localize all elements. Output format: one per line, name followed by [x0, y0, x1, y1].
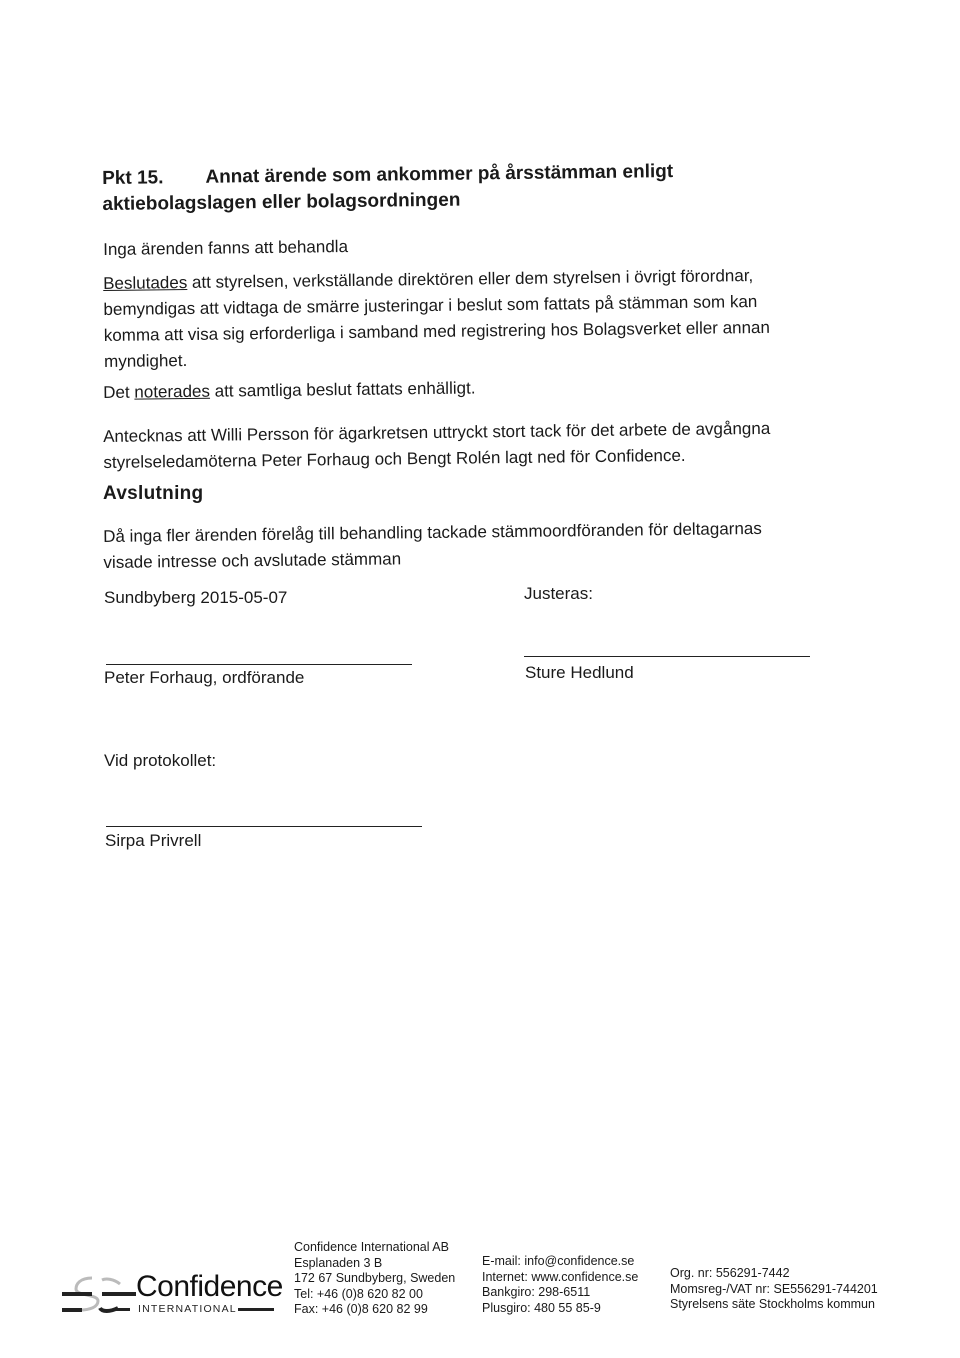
- closing-paragraph: [103, 515, 804, 576]
- street-address: Esplanaden 3 B: [294, 1255, 383, 1270]
- signature-line-chairman: [106, 664, 412, 665]
- org-number: Org. nr: 556291-7442: [670, 1266, 790, 1280]
- paragraph-prefix: Det: [103, 382, 135, 402]
- phone-number: Tel: +46 (0)8 620 82 00: [294, 1286, 423, 1301]
- section-title-line1: Annat ärende som ankommer på årsstämman enligt: [205, 161, 674, 188]
- signer-adjuster: Sture Hedlund: [525, 663, 634, 682]
- postal-address: 172 67 Sundbyberg, Sweden: [294, 1271, 456, 1285]
- paragraph-text: att styrelsen, verkställande direktören eller dem styrelsen i övrigt förordnar, bemyndigas att vidtaga de smärre justeringar i beslut som fattats på stämman som kan komma att visa sig erforderliga i samband med registrering hos Bolagsverket eller annan myndighet.: [103, 266, 771, 371]
- paragraph-text: Inga ärenden fanns att behandla: [103, 237, 349, 259]
- footer-address: [294, 1240, 455, 1318]
- registered-office: Styrelsens säte Stockholms kommun: [670, 1297, 875, 1311]
- logo-bar-right: [238, 1308, 274, 1311]
- logo-subtitle: INTERNATIONAL: [138, 1303, 237, 1315]
- company-name: Confidence International AB: [294, 1240, 449, 1254]
- closing-heading: Avslutning: [103, 483, 204, 504]
- website: Internet: www.confidence.se: [482, 1269, 639, 1284]
- signer-secretary: Sirpa Privrell: [105, 831, 202, 850]
- logo-wordmark: Confidence: [136, 1270, 283, 1303]
- underlined-word: noterades: [134, 381, 211, 402]
- paragraph-text: att samtliga beslut fattats enhälligt.: [209, 378, 476, 401]
- paragraph-text: Antecknas att Willi Persson för ägarkretsen uttryckt stort tack för det arbete de avgångna styrelseledamöterna Peter Forhaug och Bengt Rolén lagt ned för Confidence.: [103, 418, 771, 472]
- section-title-line2: aktiebolagslagen eller bolagsordningen: [102, 189, 461, 215]
- footer-contact: [482, 1254, 638, 1316]
- fax-number: Fax: +46 (0)8 620 82 99: [294, 1302, 428, 1316]
- paragraph-thanks: [103, 415, 804, 476]
- paragraph-no-matters: [103, 228, 823, 263]
- paragraph-unanimous: [103, 371, 823, 406]
- justeras-label: Justeras:: [524, 584, 593, 603]
- section-heading: [102, 157, 823, 218]
- place-date: Sundbyberg 2015-05-07: [104, 588, 288, 607]
- email-address: E-mail: info@confidence.se: [482, 1254, 635, 1268]
- signature-line-secretary: [106, 826, 422, 827]
- signature-line-adjuster: [524, 656, 810, 657]
- logo-bar-left: [116, 1308, 130, 1311]
- vat-number: Momsreg-/VAT nr: SE556291-744201: [670, 1281, 878, 1296]
- signer-chairman: Peter Forhaug, ordförande: [104, 668, 305, 687]
- minutes-label: Vid protokollet:: [104, 751, 217, 770]
- footer-company: [670, 1266, 878, 1313]
- plusgiro: Plusgiro: 480 55 85-9: [482, 1300, 601, 1315]
- paragraph-authorization: [103, 262, 804, 375]
- company-logo: [62, 1268, 282, 1328]
- section-number: Pkt 15.: [102, 167, 164, 189]
- underlined-word: Beslutades: [103, 272, 188, 293]
- paragraph-text: Då inga fler ärenden förelåg till behandling tackade stämmoordföranden för deltagarnas visade intresse och avslutade stämman: [103, 518, 762, 572]
- bankgiro: Bankgiro: 298-6511: [482, 1285, 591, 1299]
